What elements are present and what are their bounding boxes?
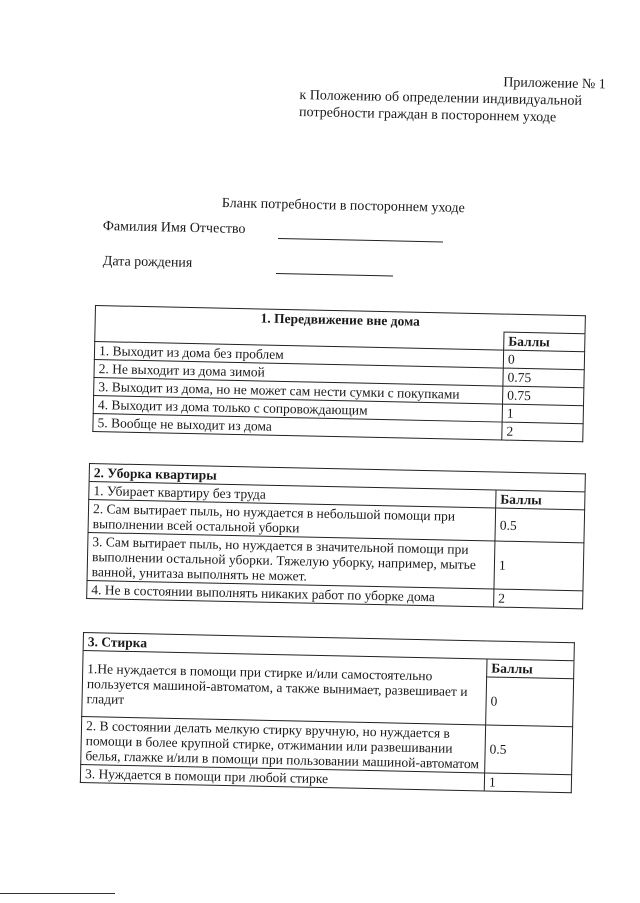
item-score: 0.75 <box>503 386 584 406</box>
item-text: 2. Не выходит из дома зимой <box>94 359 503 386</box>
item-text: 4. Выходит из дома только с сопровождающим <box>93 395 502 422</box>
section-table-laundry <box>80 632 575 793</box>
item-score: 0 <box>486 677 574 727</box>
item-text: 1. Выходит из дома без проблем <box>94 342 503 369</box>
item-text: 2. Сам вытирает пыль, но нуждается в небольшой помощи при выполнении всей остальной уборки <box>88 500 496 542</box>
item-score: 1 <box>502 404 583 424</box>
score-header: Баллы <box>496 490 585 510</box>
dob-label: Дата рождения <box>102 254 193 271</box>
section-table-movement <box>92 305 586 442</box>
item-score: 1 <box>494 541 584 591</box>
form-title: Бланк потребности в постороннем уходе <box>221 196 465 217</box>
score-header: Баллы <box>504 332 585 352</box>
item-score: 2 <box>494 589 583 609</box>
fio-label: Фамилия Имя Отчество <box>102 219 246 237</box>
item-score: 0.5 <box>485 725 573 775</box>
footnote-line <box>0 893 115 894</box>
appendix-number: Приложение № 1 <box>503 75 606 93</box>
dob-blank-line <box>276 273 393 276</box>
section-title: 1. Передвижение вне дома <box>95 306 585 334</box>
item-text: 3. Сам вытирает пыль, но нуждается в значительной помощи при выполнении остальной уборки. Тяжелую уборку, например, мытье ванной, унитаза выполнять не может. <box>87 532 495 589</box>
item-text: 1.Не нуждается в помощи при стирке и/или самостоятельно пользуется машиной-автоматом, а также вынимает, развешивает и гладит <box>82 651 487 725</box>
section-table-cleaning <box>86 463 586 609</box>
item-text: 1. Убирает квартиру без труда <box>89 482 496 509</box>
appendix-line-2: потребности граждан в постороннем уходе <box>298 104 557 126</box>
item-score: 0.75 <box>503 368 584 388</box>
appendix-header <box>299 70 612 128</box>
item-text: 3. Нуждается в помощи при любой стирке <box>80 764 484 790</box>
item-score: 1 <box>484 773 571 793</box>
section-title: 2. Уборка квартиры <box>89 464 585 492</box>
item-text: 3. Выходит из дома, но не может сам нести сумки с покупками <box>94 377 503 404</box>
fio-blank-line <box>278 238 443 242</box>
item-score: 2 <box>502 422 583 442</box>
item-text: 4. Не в состоянии выполнять никаких работ по уборке дома <box>87 580 494 607</box>
item-score: 0 <box>503 350 584 370</box>
item-text: 5. Вообще не выходит из дома <box>93 413 502 440</box>
item-score: 0.5 <box>495 508 585 543</box>
appendix-line-1: к Положению об определении индивидуальной <box>299 87 583 109</box>
item-text: 2. В состоянии делать мелкую стирку вручную, но нуждается в помощи в более крупной стирке, отжимании или развешивании белья, глажке и/или в помощи при пользовании машиной-автоматом <box>81 716 486 772</box>
score-header: Баллы <box>487 659 574 679</box>
section-title: 3. Стирка <box>83 633 574 661</box>
